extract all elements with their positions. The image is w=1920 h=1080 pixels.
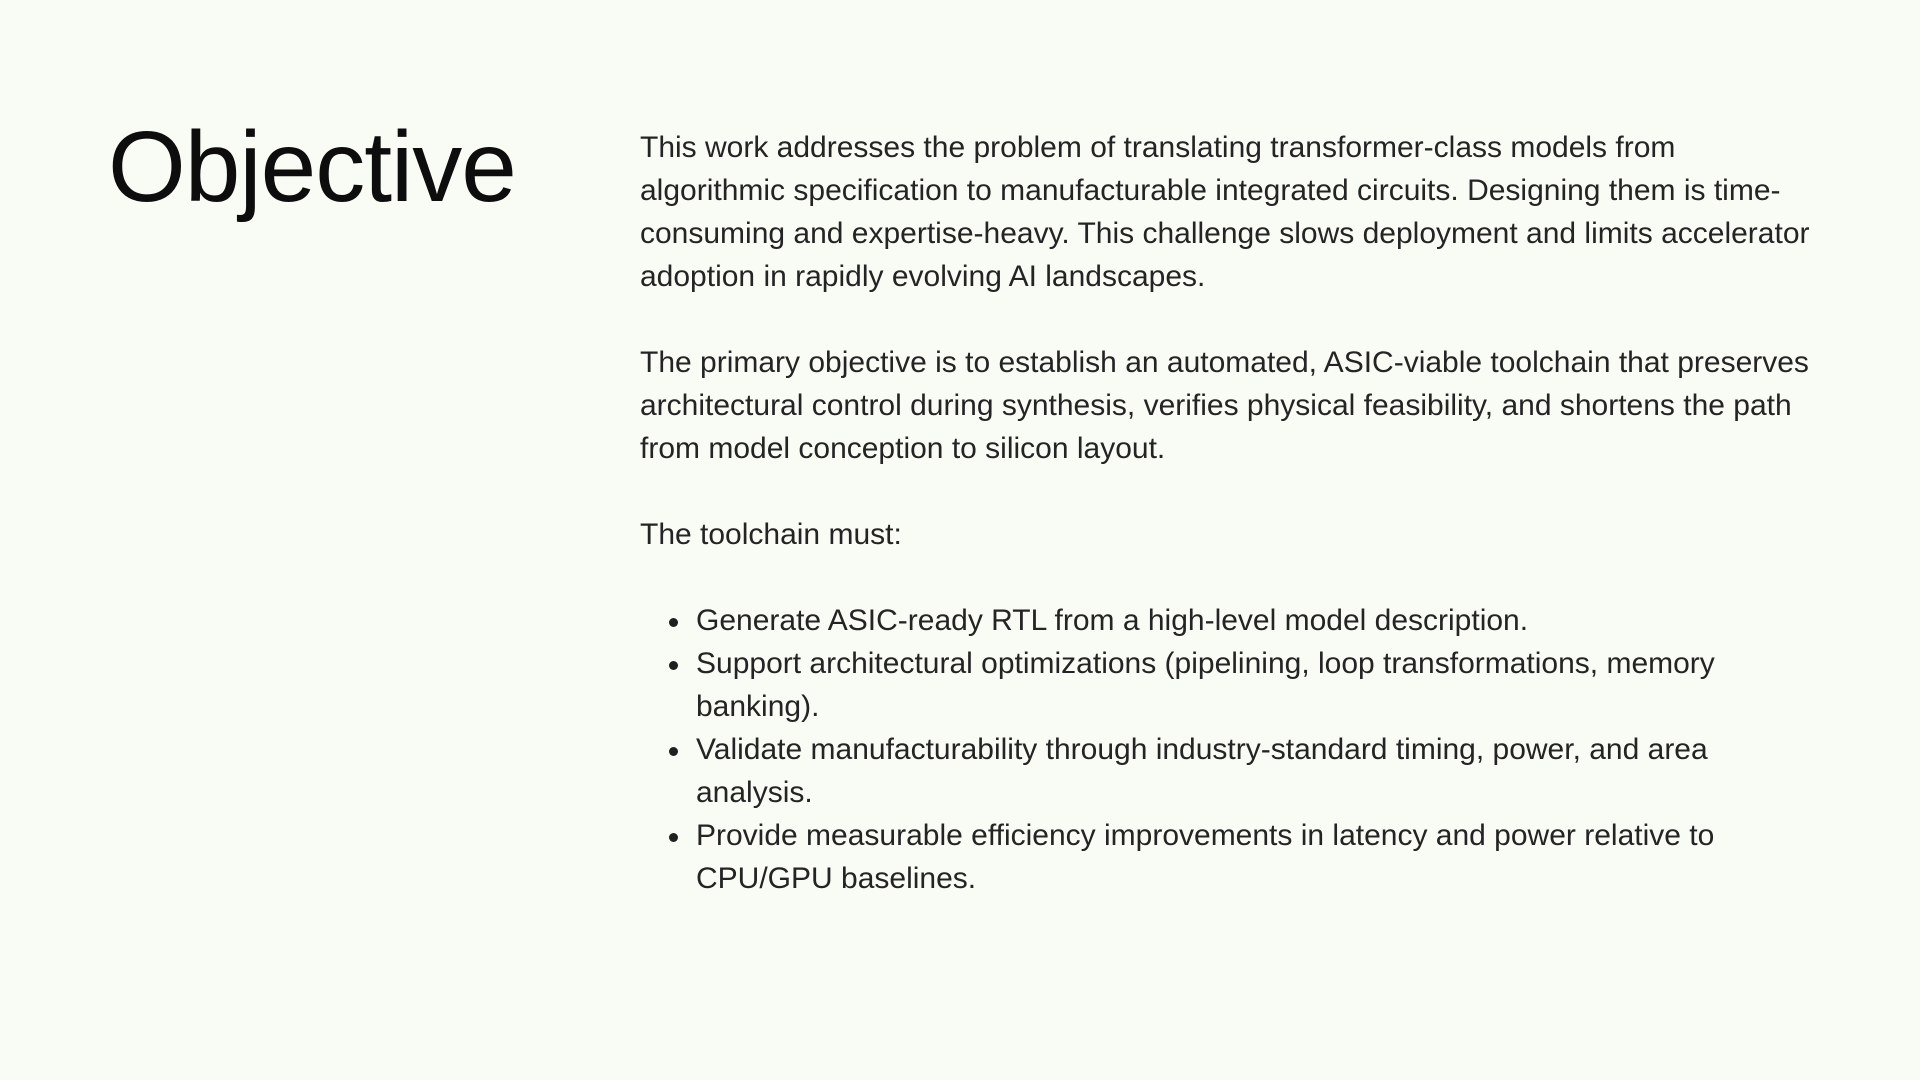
requirements-list	[640, 599, 1820, 900]
bullet-icon	[669, 747, 678, 756]
list-item-text: Validate manufacturability through industry-standard timing, power, and area analysis.	[696, 733, 1708, 809]
objective-paragraph: The primary objective is to establish an automated, ASIC-viable toolchain that preserves architectural control during synthesis, verifies physical feasibility, and shortens the path from model conception to silicon layout.	[640, 346, 1809, 465]
list-item-text: Generate ASIC-ready RTL from a high-level model description.	[696, 604, 1529, 637]
list-item	[640, 728, 1820, 814]
slide-title: Objective	[108, 111, 516, 223]
bullet-icon	[669, 618, 678, 627]
list-item	[640, 814, 1820, 900]
list-item	[640, 599, 1820, 642]
bullet-icon	[669, 833, 678, 842]
bullet-icon	[669, 661, 678, 670]
toolchain-lead-in: The toolchain must:	[640, 518, 902, 551]
list-item-text: Provide measurable efficiency improvements in latency and power relative to CPU/GPU baselines.	[696, 819, 1715, 895]
list-item	[640, 642, 1820, 728]
intro-paragraph: This work addresses the problem of translating transformer-class models from algorithmic specification to manufacturable integrated circuits. Designing them is time-consuming and expertise-heavy. This challenge slows deployment and limits accelerator adoption in rapidly evolving AI landscapes.	[640, 131, 1810, 293]
list-item-text: Support architectural optimizations (pipelining, loop transformations, memory banking).	[696, 647, 1715, 723]
slide-body	[640, 126, 1820, 900]
